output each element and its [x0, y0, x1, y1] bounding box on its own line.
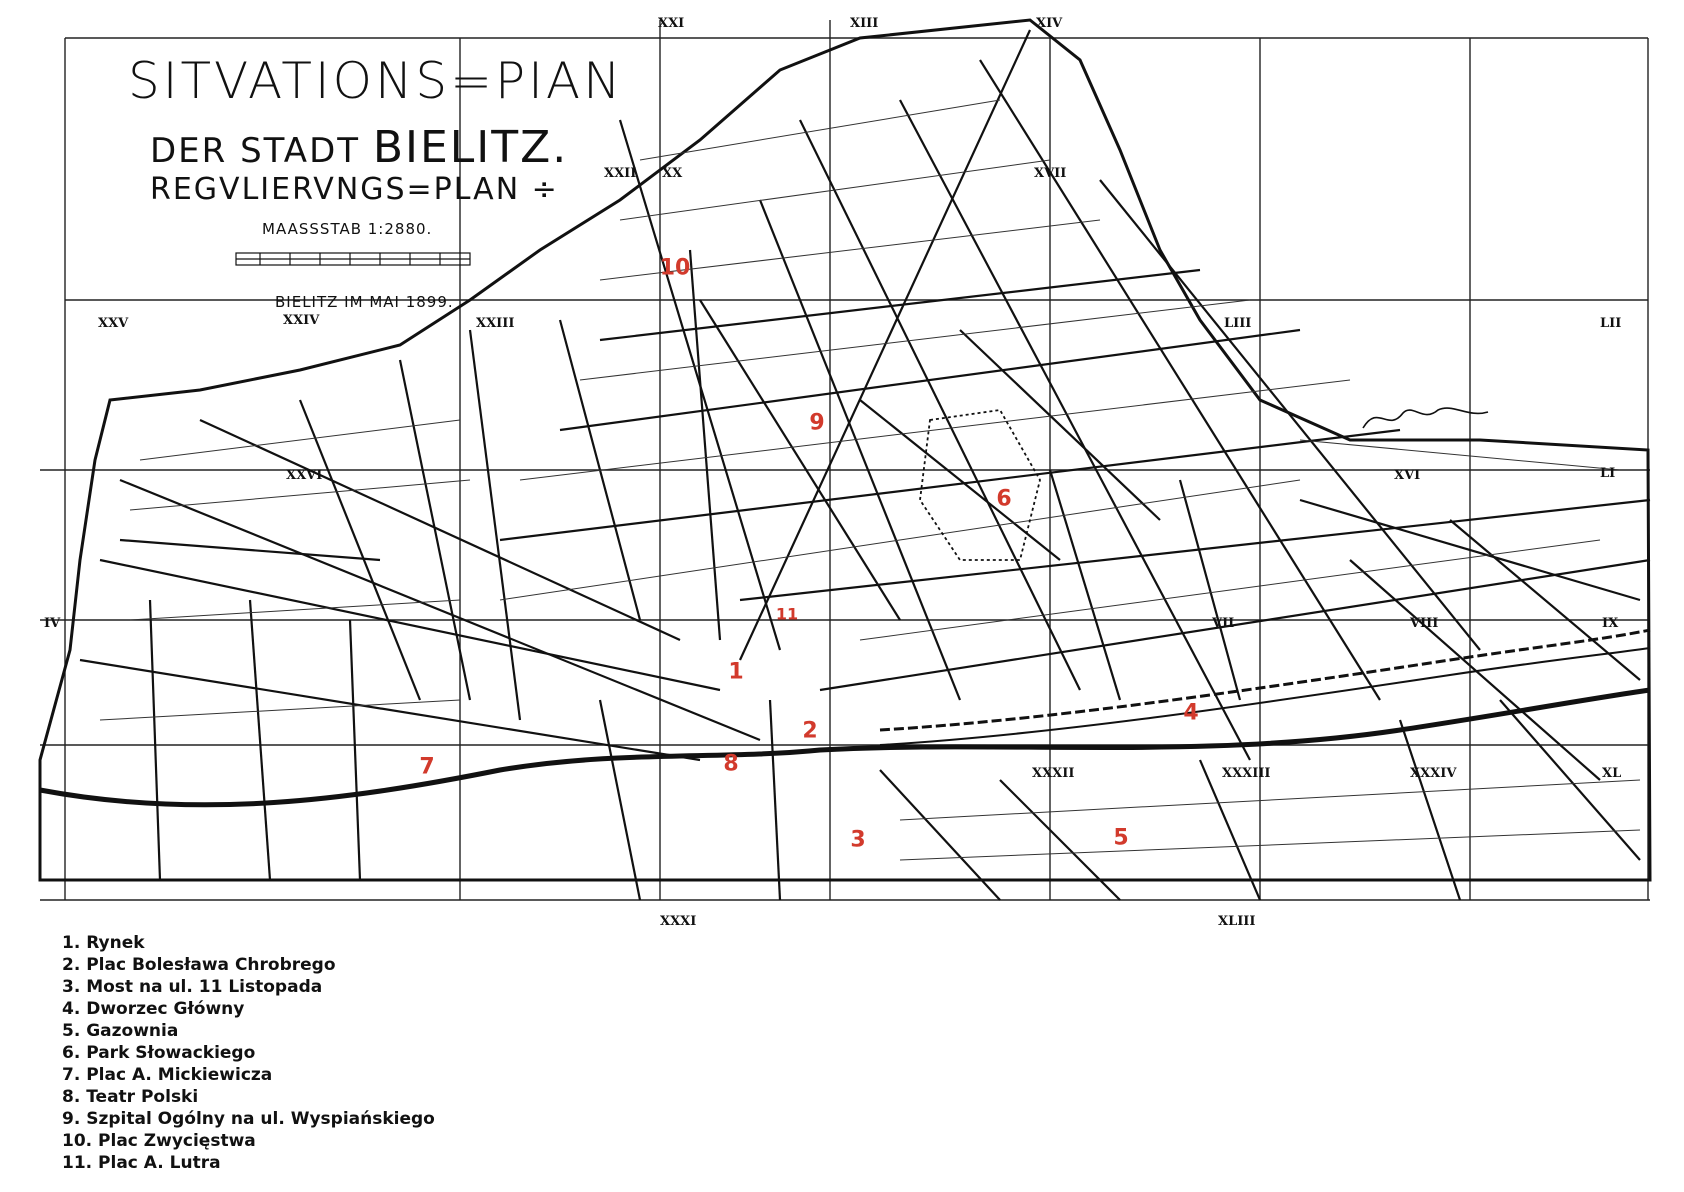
map-legend	[62, 932, 435, 1174]
grid-label: XXXIV	[1410, 766, 1457, 781]
marker-3: 3	[850, 827, 866, 853]
grid-label: XXII	[604, 166, 637, 181]
grid-label: XX	[662, 166, 683, 181]
map-plan-type: REGVLIERVNGS=PLAN ÷	[150, 172, 559, 207]
legend-item: 1. Rynek	[62, 933, 145, 953]
railway-line	[880, 630, 1650, 730]
grid-label: IV	[44, 616, 61, 631]
grid-label: XVI	[1394, 468, 1421, 483]
legend-item: 9. Szpital Ogólny na ul. Wyspiańskiego	[62, 1109, 435, 1129]
grid-label: XXIII	[476, 316, 515, 331]
scale-bar	[236, 253, 470, 265]
grid-label: XXIV	[283, 313, 320, 328]
legend-item: 3. Most na ul. 11 Listopada	[62, 977, 323, 997]
grid-label: LIII	[1224, 316, 1252, 331]
grid-label: XVII	[1034, 166, 1067, 181]
map-date-text: BIELITZ IM MAI 1899.	[275, 293, 454, 311]
marker-4: 4	[1183, 700, 1199, 726]
map-subtitle-prefix: DER STADT	[150, 131, 373, 171]
grid-label: XXV	[98, 316, 129, 331]
legend-item: 5. Gazownia	[62, 1021, 179, 1041]
marker-2: 2	[802, 718, 818, 744]
grid-label: XIV	[1036, 16, 1063, 31]
map-subtitle	[150, 122, 568, 173]
map-subtitle-city: BIELITZ.	[372, 122, 569, 173]
grid-label: XXXIII	[1222, 766, 1271, 781]
grid-label: LI	[1600, 466, 1616, 481]
marker-7: 7	[419, 754, 435, 780]
grid-label: VIII	[1410, 616, 1439, 631]
grid-label: LII	[1600, 316, 1622, 331]
legend-item: 8. Teatr Polski	[62, 1087, 199, 1107]
grid-label: XXI	[658, 16, 685, 31]
legend-item: 11. Plac A. Lutra	[62, 1153, 221, 1173]
grid-label: XIII	[850, 16, 879, 31]
marker-5: 5	[1113, 825, 1129, 851]
marker-1: 1	[728, 659, 744, 685]
grid-label: VII	[1212, 616, 1235, 631]
legend-item: 7. Plac A. Mickiewicza	[62, 1065, 273, 1085]
legend-item: 4. Dworzec Główny	[62, 999, 245, 1019]
marker-11: 11	[775, 604, 799, 624]
grid-label: XL	[1602, 766, 1622, 781]
legend-item: 6. Park Słowackiego	[62, 1043, 256, 1063]
grid-label: XXXII	[1032, 766, 1075, 781]
grid-label: XXXI	[660, 914, 697, 929]
legend-item: 2. Plac Bolesława Chrobrego	[62, 955, 336, 975]
marker-9: 9	[809, 410, 825, 436]
map-title: SITVATIONS=PIAN	[128, 52, 624, 110]
marker-8: 8	[723, 751, 739, 777]
grid-label: IX	[1602, 616, 1619, 631]
marker-10: 10	[659, 255, 691, 281]
marker-6: 6	[996, 486, 1012, 512]
signature-mark	[1358, 398, 1498, 438]
grid-label: XLIII	[1218, 914, 1256, 929]
map-scale-text: MAASSSTAB 1:2880.	[262, 220, 433, 238]
grid-label: XXVI	[286, 468, 323, 483]
legend-item: 10. Plac Zwycięstwa	[62, 1131, 256, 1151]
